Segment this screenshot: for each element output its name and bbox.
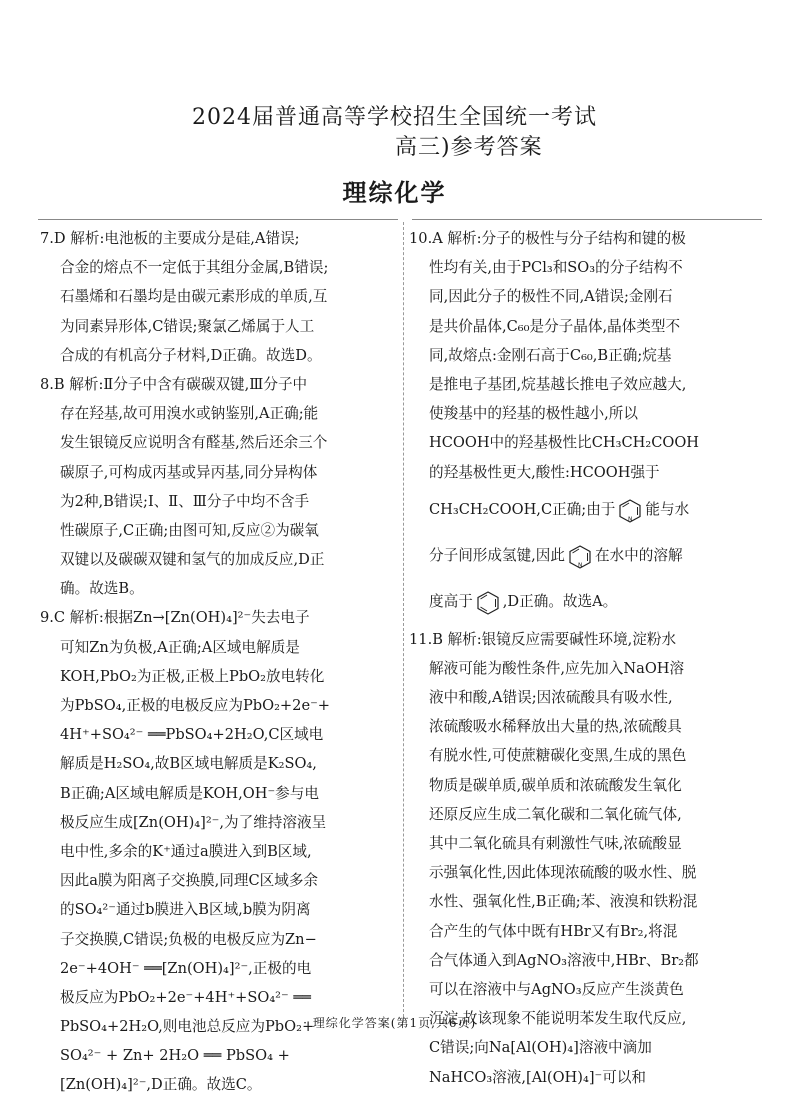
- q10-line: 使羧基中的羟基的极性越小,所以: [429, 405, 638, 423]
- q11-line: 其中二氧化硫具有刺激性气味,浓硫酸显: [429, 835, 682, 852]
- q10-text: 分子间形成氢键,因此: [429, 546, 565, 564]
- q10-line: 是推电子基团,烷基越长推电子效应越大,: [429, 375, 687, 393]
- q10-line: HCOOH中的羟基极性比CH₃CH₂COOH: [429, 434, 700, 452]
- q7-line: 石墨烯和石墨均是由碳元素形成的单质,互: [60, 288, 328, 306]
- q9-line: 4H⁺+SO₄²⁻ ══PbSO₄+2H₂O,C区域电: [60, 726, 324, 744]
- q9-line: 因此a膜为阳离子交换膜,同理C区域多余: [60, 872, 319, 890]
- q9-line: B正确;A区域电解质是KOH,OH⁻参与电: [60, 784, 319, 802]
- q7-line: 合成的有机高分子材料,D正确。故选D。: [60, 346, 322, 364]
- q8-line: 发生银镜反应说明含有醛基,然后还余三个: [60, 434, 328, 452]
- q9-line: 可知Zn为负极,A正确;A区域电解质是: [60, 638, 300, 656]
- q11-line: 物质是碳单质,碳单质和浓硫酸发生氧化: [429, 776, 682, 794]
- q11-line: 水性、强氧化性,B正确;苯、液溴和铁粉混: [429, 893, 698, 911]
- q7-line: 为同素异形体,C错误;聚氯乙烯属于人工: [60, 317, 315, 335]
- exam-title: 2024届普通高等学校招生全国统一考试: [192, 105, 597, 130]
- q10-line: 是共价晶体,C₆₀是分子晶体,晶体类型不: [429, 317, 681, 335]
- q10-text: ,D正确。故选A。: [502, 592, 618, 610]
- q9-line: 9.C 解析:根据Zn→[Zn(OH)₄]²⁻失去电子: [40, 609, 310, 627]
- q11-line: 还原反应生成二氧化碳和二氧化硫气体,: [429, 805, 682, 823]
- q11-line: 沉淀,故该现象不能说明苯发生取代反应,: [429, 1010, 687, 1028]
- svg-text:N: N: [628, 515, 633, 523]
- q9-line: [Zn(OH)₄]²⁻,D正确。故选C。: [60, 1076, 262, 1094]
- q10-line: 性均有关,由于PCl₃和SO₃的分子结构不: [429, 259, 683, 277]
- answer-q7: [40, 224, 385, 370]
- pyridine-icon: [567, 543, 593, 569]
- q11-line: 合气体通入到AgNO₃溶液中,HBr、Br₂都: [429, 951, 699, 969]
- q10-line-with-ring: [409, 533, 756, 579]
- page-footer: · 理综化学答案(第1页,共6页) ·: [303, 1016, 486, 1030]
- q10-line-with-ring: [409, 487, 756, 533]
- benzene-icon: [475, 589, 501, 615]
- q9-line: 极反应为PbO₂+2e⁻+4H⁺+SO₄²⁻ ══: [60, 988, 311, 1006]
- q10-text: 在水中的溶解: [594, 546, 683, 564]
- q9-line: 子交换膜,C错误;负极的电极反应为Zn−: [60, 930, 317, 948]
- q11-line: 浓硫酸吸水稀释放出大量的热,浓硫酸具: [429, 718, 682, 736]
- q10-text: 度高于: [429, 592, 473, 610]
- q9-line: 解质是H₂SO₄,故B区域电解质是K₂SO₄,: [60, 755, 317, 773]
- q8-line: 8.B 解析:Ⅱ分子中含有碳碳双键,Ⅲ分子中: [40, 375, 308, 393]
- q9-line: KOH,PbO₂为正极,正极上PbO₂放电转化: [60, 667, 325, 685]
- q11-line: 有脱水性,可使蔗糖碳化变黑,生成的黑色: [429, 747, 687, 765]
- q11-line: 液中和酸,A错误;因浓硫酸具有吸水性,: [429, 689, 673, 707]
- q9-line: SO₄²⁻ + Zn+ 2H₂O ══ PbSO₄ +: [60, 1047, 290, 1065]
- q11-line: 可以在溶液中与AgNO₃反应产生淡黄色: [429, 980, 684, 998]
- q10-text: CH₃CH₂COOH,C正确;由于: [429, 500, 616, 518]
- q9-line: 的SO₄²⁻通过b膜进入B区域,b膜为阴离: [60, 901, 311, 919]
- pyridine-icon: [617, 497, 643, 523]
- top-rule-left: [38, 219, 398, 220]
- q11-line: 解液可能为酸性条件,应先加入NaOH溶: [429, 659, 685, 677]
- q9-line: 极反应生成[Zn(OH)₄]²⁻,为了维持溶液呈: [60, 813, 327, 831]
- q11-line: NaHCO₃溶液,[Al(OH)₄]⁻可以和: [429, 1068, 647, 1086]
- answer-q8: [40, 370, 385, 604]
- subject-title: 理综化学: [342, 178, 447, 207]
- q9-line: PbSO₄+2H₂O,则电池总反应为PbO₂+: [60, 1018, 315, 1036]
- q11-line: 11.B 解析:银镜反应需要碱性环境,淀粉水: [409, 630, 677, 648]
- q8-line: 存在羟基,故可用溴水或钠鉴别,A正确;能: [60, 405, 319, 423]
- q9-line: 电中性,多余的K⁺通过a膜进入到B区域,: [60, 842, 312, 860]
- q9-line: 2e⁻+4OH⁻ ══[Zn(OH)₄]²⁻,正极的电: [60, 959, 312, 977]
- q11-line: 合产生的气体中既有HBr又有Br₂,将混: [429, 922, 678, 940]
- q8-line: 确。故选B。: [60, 580, 144, 598]
- q10-line-with-ring: [409, 579, 756, 625]
- q10-line: 同,故熔点:金刚石高于C₆₀,B正确;烷基: [429, 346, 672, 364]
- left-column: [40, 224, 385, 1100]
- q8-line: 性碳原子,C正确;由图可知,反应②为碳氧: [60, 521, 319, 539]
- q11-line: 示强氧化性,因此体现浓硫酸的吸水性、脱: [429, 864, 697, 882]
- q9-line: 为PbSO₄,正极的电极反应为PbO₂+2e⁻+: [60, 697, 331, 714]
- q8-line: 为2种,B错误;Ⅰ、Ⅱ、Ⅲ分子中均不含手: [60, 492, 310, 510]
- q10-line: 同,因此分子的极性不同,A错误;金刚石: [429, 288, 673, 306]
- q10-line: 的羟基极性更大,酸性:HCOOH强于: [429, 463, 660, 481]
- q10-text: 能与水: [645, 500, 690, 518]
- q8-line: 双键以及碳碳双键和氢气的加成反应,D正: [60, 551, 325, 569]
- column-divider: [403, 222, 404, 1022]
- q7-line: 合金的熔点不一定低于其组分金属,B错误;: [60, 259, 329, 277]
- q7-line: 7.D 解析:电池板的主要成分是硅,A错误;: [40, 230, 300, 247]
- q8-line: 碳原子,可构成丙基或异丙基,同分异构体: [60, 463, 318, 481]
- svg-text:N: N: [577, 561, 583, 569]
- q10-line: 10.A 解析:分子的极性与分子结构和键的极: [409, 230, 686, 247]
- exam-subtitle: 高三)参考答案: [395, 135, 543, 160]
- answer-q10: [409, 224, 756, 625]
- top-rule-right: [412, 219, 762, 220]
- right-column: [409, 224, 756, 1092]
- q11-line: C错误;向Na[Al(OH)₄]溶液中滴加: [429, 1039, 652, 1057]
